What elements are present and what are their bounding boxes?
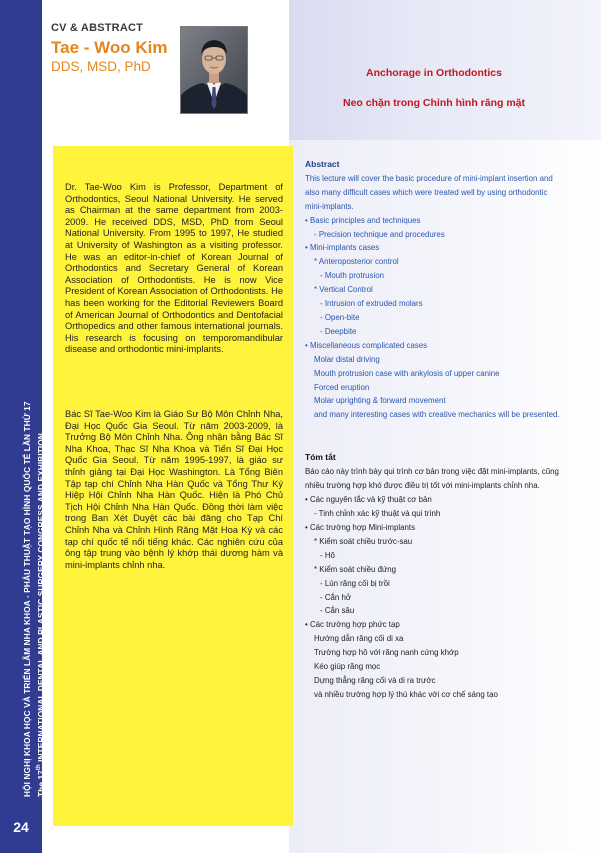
summary-subitem: - Tinh chỉnh xác kỹ thuật và qui trình xyxy=(314,508,441,518)
summary-intro-line: nhiều trường hợp khó được điều trị tốt với mini-implants chỉnh nha. xyxy=(305,480,540,490)
biography-english: Dr. Tae-Woo Kim is Professor, Department of Orthodontics, Seoul National University. He served as Chairman at the same department from 2003-2009. He received DDS, MSD, PhD from Seoul National University. From 1995 to 1997, He studied at University of Washington as a visiting professor. He was an editor-in-chief of Korean Journal of Orthodontics and Secretary General of Korean Association of Orthodontists. He is now Vice President of Korean Association of Orthodontists. He has been working for the Editorial Reviewers Board of American Journal of Orthodontics and Dentofacial Orthopedics and other famous international journals. His research is focusing on temporomandibular disease and orthodontic mini-implants. xyxy=(65,182,283,355)
summary-case: Trường hợp hô với răng nanh cứng khớp xyxy=(314,648,459,658)
abstract-section xyxy=(305,158,597,422)
abstract-intro-line: This lecture will cover the basic procedure of mini-implant insertion and xyxy=(305,173,553,183)
summary-subitem: - Cắn hở xyxy=(320,592,352,602)
abstract-case: Molar uprighting & forward movement xyxy=(314,396,446,406)
abstract-case: Mouth protrusion case with ankylosis of upper canine xyxy=(314,368,500,378)
summary-bullet: • Các trường hợp Mini-implants xyxy=(305,522,416,532)
abstract-bullet: • Mini-implants cases xyxy=(305,243,380,253)
abstract-bullet: • Miscellaneous complicated cases xyxy=(305,340,428,350)
abstract-case: Molar distal driving xyxy=(314,354,380,364)
summary-case: Hướng dẫn răng cối di xa xyxy=(314,634,404,644)
abstract-subitem: - Deepbite xyxy=(320,326,357,336)
abstract-subitem: * Vertical Control xyxy=(314,285,373,295)
talk-title-vietnamese: Neo chặn trong Chỉnh hình răng mặt xyxy=(343,97,525,109)
speaker-name: Tae - Woo Kim xyxy=(51,38,168,57)
speaker-degrees: DDS, MSD, PhD xyxy=(51,59,151,74)
abstract-case: and many interesting cases with creative mechanics will be presented. xyxy=(314,410,560,420)
sidebar xyxy=(0,0,46,853)
biography-vietnamese: Bác Sĩ Tae-Woo Kim là Giáo Sư Bộ Môn Chỉnh Nha, Đại Học Quốc Gia Seoul. Từ năm 2003-2009, là Trưởng Bộ Môn Chỉnh Nha. Ông nhận bằng Bác Sĩ Nha Khoa, Thạc Sĩ Nha Khoa và Tiến Sĩ Đại Học Quốc Gia Seoul. Từ năm 1995-1997, là giáo sư thỉnh giảng tại Đại Học Washington. Là Tổng Biên Tập tạp chí Chỉnh Nha Hàn Quốc và Tổng Thư Ký Hiệp Hội Chỉnh Nha Hàn Quốc. Hiện là Phó Chủ Tịch Hội Chỉnh Nha Hàn Quốc. Đồng thời làm việc trong Ban Xét Duyệt các bài đăng cho Tạp Chí Chỉnh Nha và Chỉnh Hình Răng Mặt Hoa Kỳ và các tạp chí quốc tế nổi tiếng khác. Các nghiên cứu của ông tập trung vào bệnh lý khớp thái dương hàm và mini-implants chỉnh nha. xyxy=(65,409,283,570)
summary-case: Dựng thẳng răng cối và di ra trước xyxy=(314,676,436,686)
summary-intro-line: Báo cáo này trình bày qui trình cơ bản trong việc đặt mini-implants, cũng xyxy=(305,466,559,476)
abstract-subitem: * Anteroposterior control xyxy=(314,257,399,267)
summary-subitem: * Kiểm soát chiều đứng xyxy=(314,564,397,574)
abstract-subitem: - Open-bite xyxy=(320,312,360,322)
abstract-subitem: - Intrusion of extruded molars xyxy=(320,299,423,309)
section-label: CV & ABSTRACT xyxy=(51,22,144,34)
summary-subitem: - Lún răng cối bị trồi xyxy=(320,578,390,588)
summary-section xyxy=(305,451,597,702)
page-number: 24 xyxy=(13,819,29,835)
speaker-photo xyxy=(180,26,248,114)
abstract-heading: Abstract xyxy=(305,159,340,169)
abstract-bullet: • Basic principles and techniques xyxy=(305,215,421,225)
summary-case: và nhiều trường hợp lý thú khác với cơ chế sáng tạo xyxy=(314,690,498,700)
summary-case: Kéo giúp răng mọc xyxy=(314,662,381,672)
abstract-intro-line: mini-implants. xyxy=(305,201,354,211)
talk-title-english: Anchorage in Orthodontics xyxy=(366,67,502,79)
summary-heading: Tóm tắt xyxy=(305,452,336,462)
abstract-subitem: - Precision technique and procedures xyxy=(314,229,445,239)
summary-subitem: * Kiểm soát chiều trước-sau xyxy=(314,536,413,546)
summary-subitem: - Hô xyxy=(320,550,335,560)
abstract-case: Forced eruption xyxy=(314,382,370,392)
conference-title xyxy=(21,137,55,797)
summary-bullet: • Các trường hợp phức tạp xyxy=(305,620,400,630)
abstract-subitem: - Mouth protrusion xyxy=(320,271,385,281)
summary-subitem: - Cắn sâu xyxy=(320,606,355,616)
portrait-image xyxy=(181,27,247,113)
summary-bullet: • Các nguyên tắc và kỹ thuật cơ bản xyxy=(305,494,432,504)
conference-title-en: The 17th INTERNATIONAL DENTAL AND PLASTIC SURGERY CONGRESS AND EXHIBITION xyxy=(35,433,46,797)
abstract-intro-line: also many difficult cases which were treated well by using orthodontic xyxy=(305,187,548,197)
conference-title-vi: HỘI NGHỊ KHOA HỌC VÀ TRIỂN LÃM NHA KHOA - PHẪU THUẬT TẠO HÌNH QUỐC TẾ LẦN THỨ 17 xyxy=(22,401,32,797)
